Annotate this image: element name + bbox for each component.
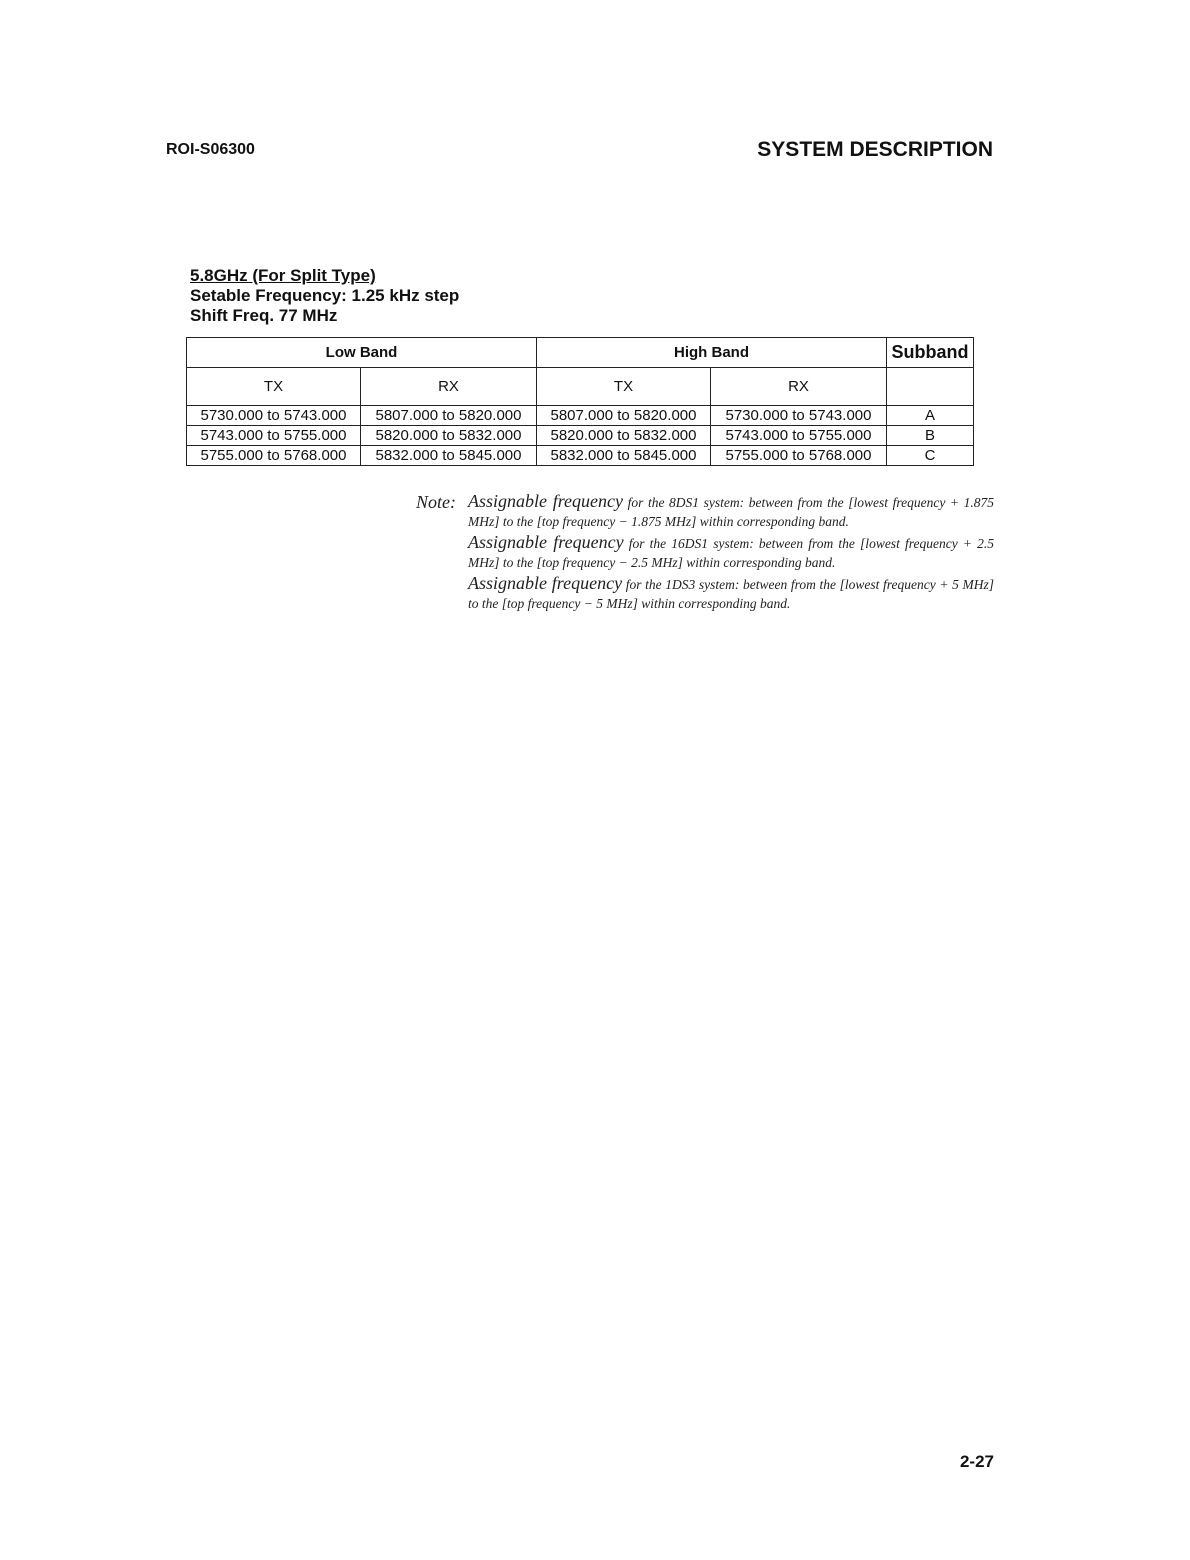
table-cell: 5755.000 to 5768.000 [711,446,887,466]
table-cell: B [887,426,974,446]
table-row [187,426,974,446]
section-heading: 5.8GHz (For Split Type) [190,266,376,285]
table-row [187,406,974,426]
table-cell: 5820.000 to 5832.000 [361,426,537,446]
note-lead: Assignable frequency [468,532,624,552]
note-paragraph-1ds3 [468,574,994,613]
table-cell: 5820.000 to 5832.000 [537,426,711,446]
band-header-row [187,338,974,368]
table-cell: 5832.000 to 5845.000 [361,446,537,466]
note-text: for the 16DS1 system: between from the [lowest frequency + 2.5 MHz] to the [top frequency − 2.5 MHz] within corresponding band. [468,536,994,570]
table-cell: C [887,446,974,466]
section-heading-block [190,266,459,326]
table-row [187,446,974,466]
page-number: 2-27 [959,1452,994,1471]
subband-blank-header [887,368,974,406]
table-cell: 5755.000 to 5768.000 [187,446,361,466]
table-cell: 5743.000 to 5755.000 [187,426,361,446]
document-id: ROI-S06300 [166,141,255,158]
high-band-rx-header: RX [711,368,887,406]
note-block [416,492,994,615]
note-paragraph-8ds1 [468,492,994,531]
table-cell: A [887,406,974,426]
high-band-header: High Band [537,338,887,368]
setable-frequency-line: Setable Frequency: 1.25 kHz step [190,286,460,305]
table-cell: 5730.000 to 5743.000 [711,406,887,426]
table-cell: 5730.000 to 5743.000 [187,406,361,426]
shift-frequency-line: Shift Freq. 77 MHz [190,306,338,325]
table-cell: 5807.000 to 5820.000 [537,406,711,426]
note-lead: Assignable frequency [468,491,624,511]
table-cell: 5832.000 to 5845.000 [537,446,711,466]
note-text: for the 8DS1 system: between from the [lowest frequency + 1.875 MHz] to the [top frequency − 1.875 MHz] within corresponding band. [468,495,994,529]
note-text: for the 1DS3 system: between from the [lowest frequency + 5 MHz] to the [top frequency − 5 MHz] within corresponding band. [468,577,994,611]
note-label: Note: [416,492,456,512]
high-band-tx-header: TX [537,368,711,406]
note-lead: Assignable frequency [468,573,623,593]
low-band-tx-header: TX [187,368,361,406]
table-cell: 5743.000 to 5755.000 [711,426,887,446]
frequency-table [186,337,974,466]
section-title: SYSTEM DESCRIPTION [757,138,993,161]
subband-header: Subband [887,338,974,368]
table-cell: 5807.000 to 5820.000 [361,406,537,426]
txrx-header-row [187,368,974,406]
low-band-header: Low Band [187,338,537,368]
note-paragraph-16ds1 [468,533,994,572]
low-band-rx-header: RX [361,368,537,406]
